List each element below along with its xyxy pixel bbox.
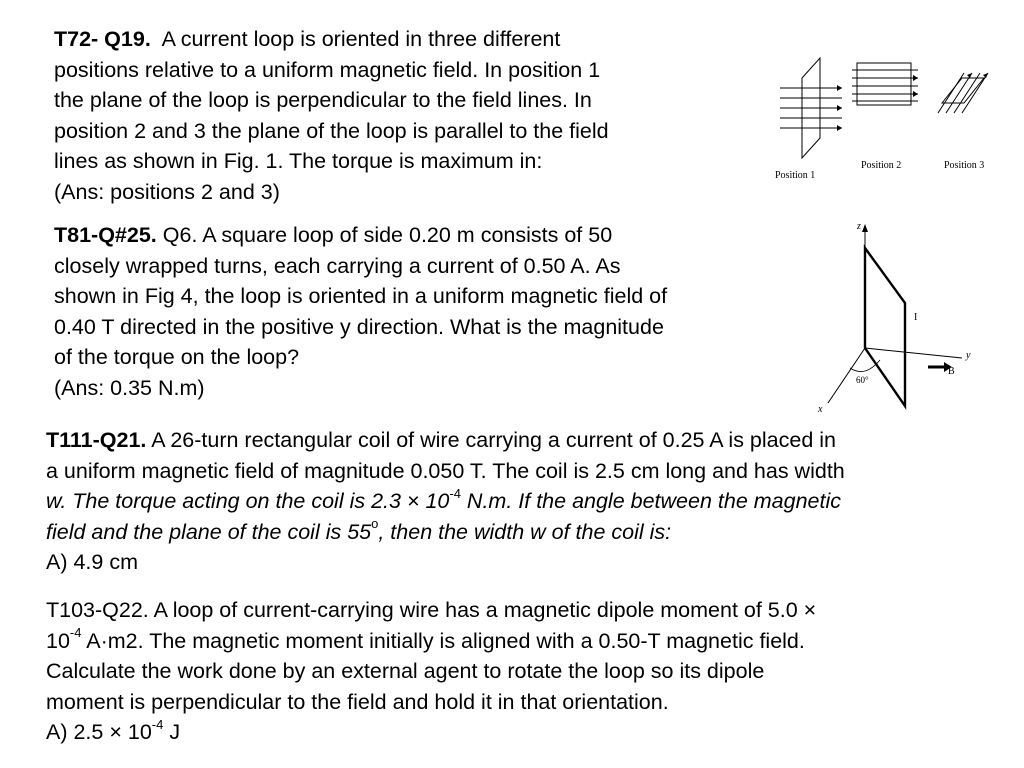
question-line: field and the plane of the coil is 55$^o$, then the width w of the coil is: [46,516,672,544]
z-label: z [857,221,861,232]
question-line: T103-Q22. A loop of current-carrying wire has a magnetic dipole moment of 5.0 × [46,598,817,622]
question-line: Calculate the work done by an external agent to rotate the loop so its dipole [46,659,765,683]
question-t72-q19 [54,24,609,207]
position-3-label: Position 3 [944,160,985,171]
question-label: T72- Q19. [54,27,151,51]
square-loop [865,248,905,406]
loop-position-2 [857,63,911,105]
question-t81-q25 [54,220,667,403]
answer-text: (Ans: positions 2 and 3) [54,179,280,204]
current-label: I [914,312,918,323]
figure-loop-positions [762,48,992,188]
question-line: position 2 and 3 the plane of the loop is parallel to the field [54,118,609,143]
answer-text: A) 4.9 cm [46,550,138,574]
question-line: w. The torque acting on the coil is $2.3 \times 10^{-4}$ N.m. If the angle between the magnetic [46,485,842,513]
answer-text: A) $2.5 \times 10^{-4}$ J [46,716,181,744]
y-label: y [966,350,971,361]
position-2-label: Position 2 [861,160,902,171]
question-line: positions relative to a uniform magnetic field. In position 1 [54,57,601,82]
figure-square-loop [810,218,990,418]
question-label: T111-Q21. [46,428,147,452]
question-line: $10^{-4}$ A·m2. The magnetic moment initially is aligned with a 0.50-T magnetic field. [46,625,805,653]
question-t103-q22 [46,595,816,748]
question-line: the plane of the loop is perpendicular to the field lines. In [54,88,592,112]
angle-label: 60° [856,375,869,385]
position-1-label: Position 1 [775,170,816,181]
x-label: x [818,404,823,415]
question-line: T111-Q21. A 26-turn rectangular coil of wire carrying a current of 0.25 A is placed in [46,428,836,452]
field-label: B [948,366,955,377]
question-t111-q21 [46,425,845,578]
question-line: lines as shown in Fig. 1. The torque is maximum in: [54,149,543,173]
question-label: T81-Q#25. [54,223,157,247]
question-line: 0.40 T directed in the positive y direction. What is the magnitude [54,314,664,339]
question-line: T72- Q19. A current loop is oriented in three different [54,27,561,51]
question-line: closely wrapped turns, each carrying a current of 0.50 A. As [54,253,621,278]
question-line: of the torque on the loop? [54,345,300,369]
question-line: moment is perpendicular to the field and hold it in that orientation. [46,689,669,714]
y-axis [865,348,962,358]
question-line: T81-Q#25. Q6. A square loop of side 0.20 m consists of 50 [54,223,613,247]
question-line: a uniform magnetic field of magnitude 0.050 T. The coil is 2.5 cm long and has width [46,458,845,483]
question-line: shown in Fig 4, the loop is oriented in a uniform magnetic field of [54,284,668,308]
answer-text: (Ans: 0.35 N.m) [54,375,205,400]
